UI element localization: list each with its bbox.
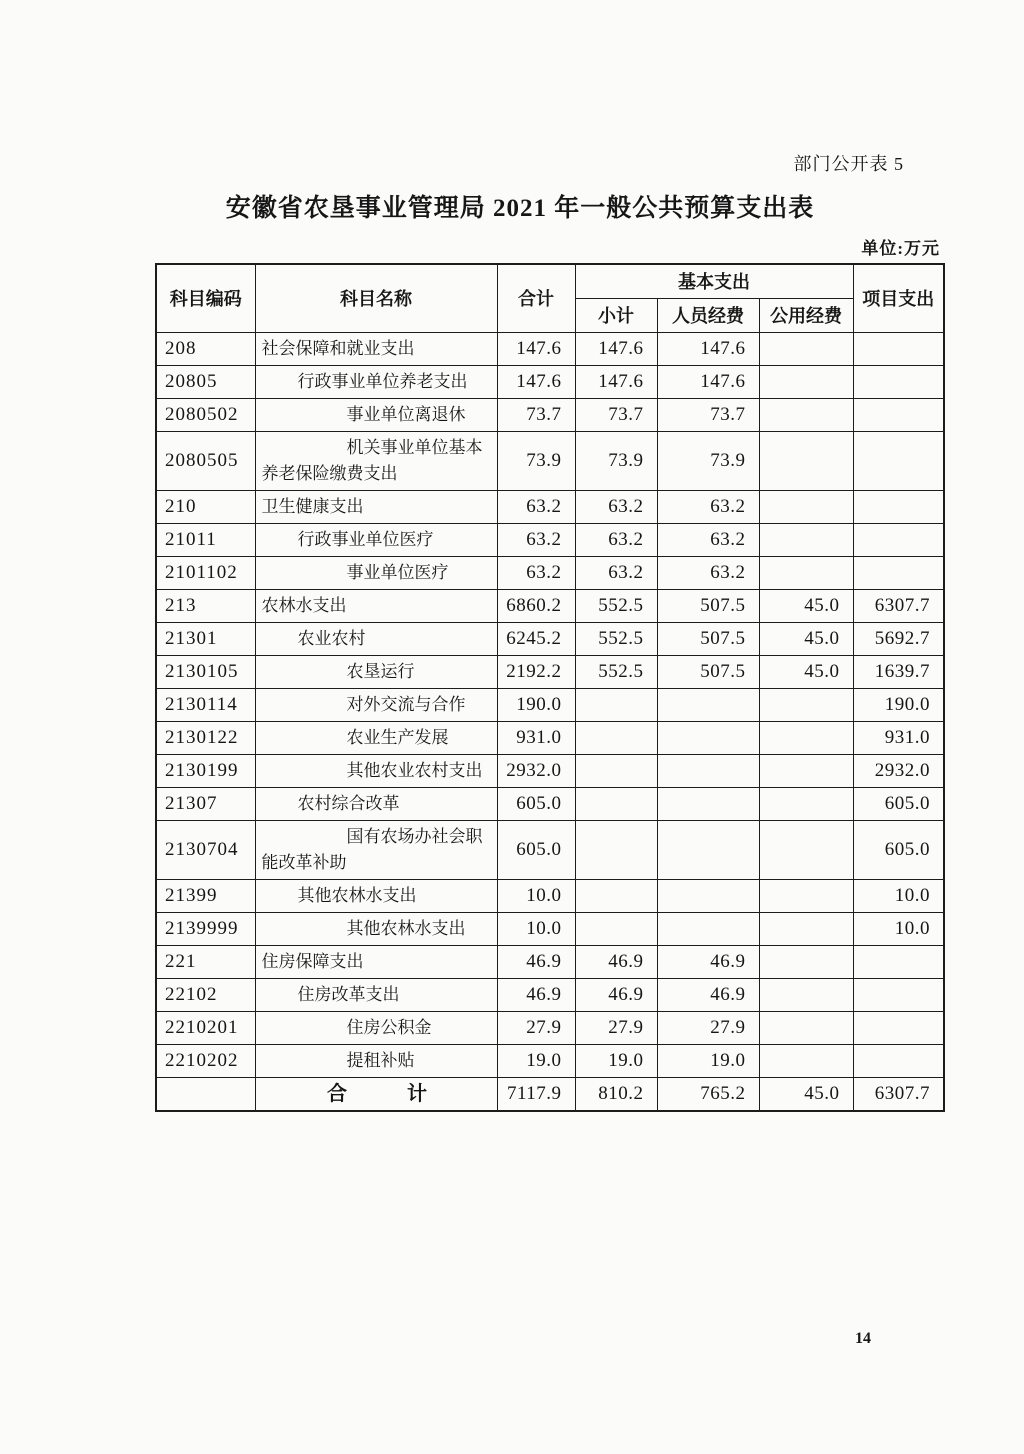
personnel-cell xyxy=(657,688,759,721)
project-cell: 10.0 xyxy=(853,912,944,945)
table-row xyxy=(156,398,944,431)
public-cell xyxy=(759,398,853,431)
total-cell: 147.6 xyxy=(497,332,575,365)
name-cell: 行政事业单位医疗 xyxy=(255,523,497,556)
public-cell xyxy=(759,1011,853,1044)
project-cell xyxy=(853,398,944,431)
total-cell: 10.0 xyxy=(497,912,575,945)
personnel-cell: 46.9 xyxy=(657,978,759,1011)
subtotal-cell: 73.9 xyxy=(575,431,657,490)
name-cell: 社会保障和就业支出 xyxy=(255,332,497,365)
code-cell: 2080505 xyxy=(156,431,255,490)
column-header-subtotal: 小计 xyxy=(575,298,657,332)
name-cell: 机关事业单位基本养老保险缴费支出 xyxy=(255,431,497,490)
unit-note: 单位:万元 xyxy=(861,239,940,258)
code-cell: 2130199 xyxy=(156,754,255,787)
public-cell: 45.0 xyxy=(759,622,853,655)
project-cell xyxy=(853,523,944,556)
code-cell: 2210202 xyxy=(156,1044,255,1077)
project-cell xyxy=(853,332,944,365)
total-cell: 147.6 xyxy=(497,365,575,398)
project-cell xyxy=(853,978,944,1011)
name-cell: 住房改革支出 xyxy=(255,978,497,1011)
subtotal-cell xyxy=(575,688,657,721)
personnel-cell xyxy=(657,912,759,945)
public-cell xyxy=(759,1044,853,1077)
code-cell: 2130704 xyxy=(156,820,255,879)
public-cell xyxy=(759,820,853,879)
code-cell: 208 xyxy=(156,332,255,365)
name-cell: 卫生健康支出 xyxy=(255,490,497,523)
table-row xyxy=(156,688,944,721)
total-cell: 2932.0 xyxy=(497,754,575,787)
table-row xyxy=(156,523,944,556)
project-cell: 6307.7 xyxy=(853,589,944,622)
name-cell: 农垦运行 xyxy=(255,655,497,688)
subtotal-cell: 73.7 xyxy=(575,398,657,431)
table-row xyxy=(156,365,944,398)
personnel-cell xyxy=(657,820,759,879)
subtotal-cell: 552.5 xyxy=(575,622,657,655)
project-cell xyxy=(853,945,944,978)
name-cell: 合 计 xyxy=(255,1077,497,1111)
total-cell: 46.9 xyxy=(497,945,575,978)
personnel-cell: 27.9 xyxy=(657,1011,759,1044)
public-cell xyxy=(759,787,853,820)
total-cell: 605.0 xyxy=(497,787,575,820)
table-row xyxy=(156,945,944,978)
code-cell: 2210201 xyxy=(156,1011,255,1044)
table-row xyxy=(156,490,944,523)
code-cell: 2130105 xyxy=(156,655,255,688)
name-cell: 其他农林水支出 xyxy=(255,879,497,912)
total-cell: 10.0 xyxy=(497,879,575,912)
public-cell: 45.0 xyxy=(759,1077,853,1111)
total-cell: 2192.2 xyxy=(497,655,575,688)
code-cell: 21307 xyxy=(156,787,255,820)
public-cell xyxy=(759,556,853,589)
project-cell xyxy=(853,1011,944,1044)
subtotal-cell: 810.2 xyxy=(575,1077,657,1111)
table-row xyxy=(156,978,944,1011)
public-cell xyxy=(759,431,853,490)
public-cell xyxy=(759,365,853,398)
table-row xyxy=(156,589,944,622)
public-cell xyxy=(759,688,853,721)
subtotal-cell: 63.2 xyxy=(575,490,657,523)
code-cell: 21399 xyxy=(156,879,255,912)
personnel-cell: 73.7 xyxy=(657,398,759,431)
subtotal-cell xyxy=(575,754,657,787)
name-cell: 其他农林水支出 xyxy=(255,912,497,945)
public-cell xyxy=(759,912,853,945)
personnel-cell xyxy=(657,879,759,912)
code-cell: 213 xyxy=(156,589,255,622)
project-cell: 1639.7 xyxy=(853,655,944,688)
name-cell: 住房公积金 xyxy=(255,1011,497,1044)
personnel-cell xyxy=(657,754,759,787)
budget-table xyxy=(155,263,945,1112)
name-cell: 事业单位医疗 xyxy=(255,556,497,589)
code-cell: 2130122 xyxy=(156,721,255,754)
code-cell: 221 xyxy=(156,945,255,978)
project-cell xyxy=(853,431,944,490)
personnel-cell: 507.5 xyxy=(657,622,759,655)
name-cell: 事业单位离退休 xyxy=(255,398,497,431)
subtotal-cell: 552.5 xyxy=(575,589,657,622)
table-row xyxy=(156,1044,944,1077)
table-row xyxy=(156,655,944,688)
personnel-cell: 147.6 xyxy=(657,332,759,365)
subtotal-cell xyxy=(575,912,657,945)
name-cell: 农业农村 xyxy=(255,622,497,655)
total-cell: 73.9 xyxy=(497,431,575,490)
personnel-cell: 765.2 xyxy=(657,1077,759,1111)
project-cell xyxy=(853,490,944,523)
subtotal-cell: 46.9 xyxy=(575,945,657,978)
personnel-cell: 63.2 xyxy=(657,523,759,556)
personnel-cell: 46.9 xyxy=(657,945,759,978)
code-cell: 20805 xyxy=(156,365,255,398)
public-cell xyxy=(759,490,853,523)
table-header xyxy=(156,264,944,332)
code-cell: 2130114 xyxy=(156,688,255,721)
personnel-cell: 147.6 xyxy=(657,365,759,398)
personnel-cell: 63.2 xyxy=(657,556,759,589)
total-cell: 46.9 xyxy=(497,978,575,1011)
personnel-cell: 507.5 xyxy=(657,655,759,688)
total-cell: 931.0 xyxy=(497,721,575,754)
total-cell: 63.2 xyxy=(497,523,575,556)
project-cell: 931.0 xyxy=(853,721,944,754)
subtotal-cell xyxy=(575,787,657,820)
table-row xyxy=(156,431,944,490)
public-cell xyxy=(759,945,853,978)
public-cell: 45.0 xyxy=(759,589,853,622)
corner-note: 部门公开表 5 xyxy=(793,154,904,174)
project-cell: 190.0 xyxy=(853,688,944,721)
project-cell: 5692.7 xyxy=(853,622,944,655)
column-header-project: 项目支出 xyxy=(853,264,944,332)
project-cell: 605.0 xyxy=(853,820,944,879)
code-cell: 2101102 xyxy=(156,556,255,589)
subtotal-cell xyxy=(575,820,657,879)
total-cell: 27.9 xyxy=(497,1011,575,1044)
column-header-code: 科目编码 xyxy=(156,264,255,332)
personnel-cell xyxy=(657,787,759,820)
name-cell: 行政事业单位养老支出 xyxy=(255,365,497,398)
subtotal-cell: 19.0 xyxy=(575,1044,657,1077)
public-cell xyxy=(759,879,853,912)
table-body xyxy=(156,332,944,1111)
code-cell: 210 xyxy=(156,490,255,523)
table-row xyxy=(156,787,944,820)
public-cell: 45.0 xyxy=(759,655,853,688)
name-cell: 对外交流与合作 xyxy=(255,688,497,721)
total-cell: 19.0 xyxy=(497,1044,575,1077)
page-title: 安徽省农垦事业管理局 2021 年一般公共预算支出表 xyxy=(225,195,815,222)
subtotal-cell: 63.2 xyxy=(575,523,657,556)
name-cell: 农林水支出 xyxy=(255,589,497,622)
total-cell: 6245.2 xyxy=(497,622,575,655)
public-cell xyxy=(759,332,853,365)
total-cell: 73.7 xyxy=(497,398,575,431)
total-cell: 63.2 xyxy=(497,556,575,589)
subtotal-cell: 46.9 xyxy=(575,978,657,1011)
project-cell xyxy=(853,365,944,398)
project-cell: 6307.7 xyxy=(853,1077,944,1111)
subtotal-cell: 27.9 xyxy=(575,1011,657,1044)
subtotal-cell xyxy=(575,721,657,754)
project-cell xyxy=(853,1044,944,1077)
table-row xyxy=(156,556,944,589)
column-header-public: 公用经费 xyxy=(759,298,853,332)
public-cell xyxy=(759,523,853,556)
subtotal-cell: 147.6 xyxy=(575,332,657,365)
page-number: 14 xyxy=(855,1330,871,1347)
column-header-personnel: 人员经费 xyxy=(657,298,759,332)
total-row xyxy=(156,1077,944,1111)
code-cell: 2080502 xyxy=(156,398,255,431)
column-header-total: 合计 xyxy=(497,264,575,332)
subtotal-cell: 63.2 xyxy=(575,556,657,589)
name-cell: 农业生产发展 xyxy=(255,721,497,754)
table-row xyxy=(156,820,944,879)
total-cell: 7117.9 xyxy=(497,1077,575,1111)
project-cell: 2932.0 xyxy=(853,754,944,787)
name-cell: 农村综合改革 xyxy=(255,787,497,820)
personnel-cell: 507.5 xyxy=(657,589,759,622)
column-header-basic-group: 基本支出 xyxy=(575,264,853,298)
public-cell xyxy=(759,721,853,754)
public-cell xyxy=(759,754,853,787)
subtotal-cell: 147.6 xyxy=(575,365,657,398)
public-cell xyxy=(759,978,853,1011)
name-cell: 其他农业农村支出 xyxy=(255,754,497,787)
name-cell: 国有农场办社会职能改革补助 xyxy=(255,820,497,879)
total-cell: 63.2 xyxy=(497,490,575,523)
code-cell: 21011 xyxy=(156,523,255,556)
subtotal-cell xyxy=(575,879,657,912)
personnel-cell: 19.0 xyxy=(657,1044,759,1077)
code-cell: 22102 xyxy=(156,978,255,1011)
code-cell xyxy=(156,1077,255,1111)
personnel-cell: 73.9 xyxy=(657,431,759,490)
total-cell: 190.0 xyxy=(497,688,575,721)
table-row xyxy=(156,332,944,365)
project-cell: 605.0 xyxy=(853,787,944,820)
table-row xyxy=(156,879,944,912)
table-row xyxy=(156,754,944,787)
personnel-cell: 63.2 xyxy=(657,490,759,523)
header-row-1 xyxy=(156,264,944,298)
name-cell: 住房保障支出 xyxy=(255,945,497,978)
total-cell: 6860.2 xyxy=(497,589,575,622)
table-row xyxy=(156,912,944,945)
table-row xyxy=(156,622,944,655)
table-row xyxy=(156,721,944,754)
subtotal-cell: 552.5 xyxy=(575,655,657,688)
total-cell: 605.0 xyxy=(497,820,575,879)
name-cell: 提租补贴 xyxy=(255,1044,497,1077)
column-header-name: 科目名称 xyxy=(255,264,497,332)
table-row xyxy=(156,1011,944,1044)
personnel-cell xyxy=(657,721,759,754)
project-cell: 10.0 xyxy=(853,879,944,912)
code-cell: 21301 xyxy=(156,622,255,655)
project-cell xyxy=(853,556,944,589)
code-cell: 2139999 xyxy=(156,912,255,945)
